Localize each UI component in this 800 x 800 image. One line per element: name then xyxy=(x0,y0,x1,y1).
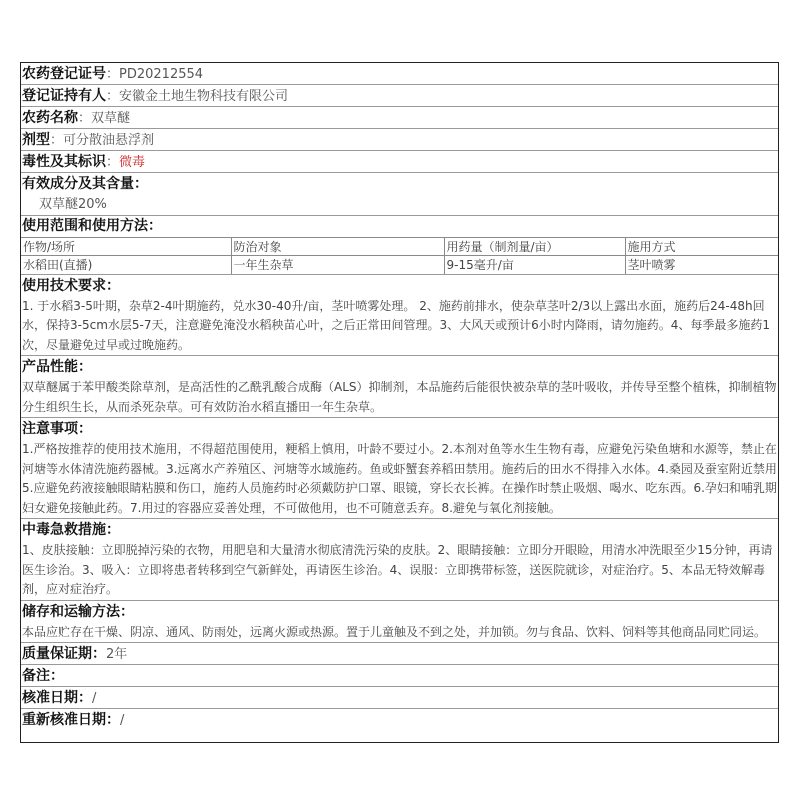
first-aid-section: 中毒急救措施： 1、皮肤接触：立即脱掉污染的衣物，用肥皂和大量清水彻底清洗污染的皮肤。2、眼睛接触：立即分开眼睑，用清水冲洗眼至少15分钟，再请医生诊治。3、吸入：立即将患者转移到空气新鲜处，再请医生诊治。4、误服：立即携带标签，送医院就诊，对症治疗。5、本品无特效解毒剂，应对症治疗。 xyxy=(21,519,778,601)
storage-label: 储存和运输方法 xyxy=(22,603,120,620)
formulation-row: 剂型：可分散油悬浮剂 xyxy=(21,129,778,151)
technical-section: 使用技术要求： 1. 于水稻3-5叶期，杂草2-4叶期施药，兑水30-40升/亩，茎叶喷雾处理。 2、施药前排水，使杂草茎叶2/3以上露出水面，施药后24-48h回水，保持3-5cm水层5-7天，注意避免淹没水稻秧苗心叶，之后正常田间管理。3、大风天或预计6小时内降雨，请勿施药。4、每季最多施药1次，尽量避免过早或过晚施药。 xyxy=(21,275,778,357)
holder-row: 登记证持有人：安徽金土地生物科技有限公司 xyxy=(21,85,778,107)
holder-value: 安徽金土地生物科技有限公司 xyxy=(119,89,289,104)
ingredient-value: 双草醚20% xyxy=(39,197,107,212)
approval-date-label: 核准日期 xyxy=(22,690,78,706)
toxicity-value: 微毒 xyxy=(119,155,146,170)
remarks-row: 备注： xyxy=(21,665,778,687)
storage-text: 本品应贮存在干燥、阴凉、通风、防雨处，远离火源或热源。置于儿童触及不到之处，并加锁。勿与食品、饮料、饲料等其他商品同贮同运。 xyxy=(22,624,767,639)
table-cell: 一年生杂草 xyxy=(231,256,444,274)
first-aid-label: 中毒急救措施 xyxy=(22,522,106,538)
pesticide-name-label: 农药名称 xyxy=(22,110,78,126)
formulation-value: 可分散油悬浮剂 xyxy=(63,133,155,148)
shelf-life-row: 质量保证期：2年 xyxy=(21,643,778,665)
table-cell: 9-15毫升/亩 xyxy=(444,256,625,274)
pesticide-name-row: 农药名称：双草醚 xyxy=(21,107,778,129)
precautions-text: 1.严格按推荐的使用技术施用，不得超范围使用，粳稻上慎用，叶龄不要过小。2.本剂对鱼等水生生物有毒，应避免污染鱼塘和水源等，禁止在河塘等水体清洗施药器械。3.远离水产养殖区、河塘等水域施药。鱼或虾蟹套养稻田禁用。施药后的田水不得排入水体。4.桑园及蚕室附近禁用5.应避免药液接触眼睛粘膜和伤口，施药人员施药时必须戴防护口罩、眼镜，穿长衣长裤。在操作时禁止吸烟、喝水、吃东西。6.孕妇和哺乳期妇女避免接触此药。7.用过的容器应妥善处理，不可做他用，也不可随意丢弃。8.避免与氧化剂接触。 xyxy=(22,442,777,515)
toxicity-label: 毒性及其标识 xyxy=(22,154,106,170)
table-header: 用药量（制剂量/亩） xyxy=(444,238,625,256)
reapproval-date-value: / xyxy=(120,713,125,728)
ingredient-label: 有效成分及其含量 xyxy=(22,176,134,192)
technical-label: 使用技术要求 xyxy=(22,277,106,294)
precautions-label: 注意事项 xyxy=(22,421,78,437)
registration-label: 农药登记证号 xyxy=(22,66,106,82)
reapproval-date-label: 重新核准日期 xyxy=(22,712,106,728)
table-cell: 水稻田(直播) xyxy=(21,256,231,274)
table-cell: 茎叶喷雾 xyxy=(625,256,778,274)
ingredient-row: 有效成分及其含量： 双草醚20% xyxy=(21,173,778,216)
shelf-life-label: 质量保证期 xyxy=(22,646,92,662)
shelf-life-value: 2年 xyxy=(106,647,128,662)
technical-text: 1. 于水稻3-5叶期，杂草2-4叶期施药，兑水30-40升/亩，茎叶喷雾处理。 2、施药前排水，使杂草茎叶2/3以上露出水面，施药后24-48h回水，保持3-5cm水层5-7天，注意避免淹没水稻秧苗心叶，之后正常田间管理。3、大风天或预计6小时内降雨，请勿施药。4、每季最多施药1次，尽量避免过早或过晚施药。 xyxy=(22,298,771,352)
usage-scope-table xyxy=(21,237,778,274)
storage-section: 储存和运输方法： 本品应贮存在干燥、阴凉、通风、防雨处，远离火源或热源。置于儿童触及不到之处，并加锁。勿与食品、饮料、饲料等其他商品同贮同运。 xyxy=(21,601,778,644)
performance-text: 双草醚属于苯甲酸类除草剂，是高活性的乙酰乳酸合成酶（ALS）抑制剂，本品施药后能很快被杂草的茎叶吸收，并传导至整个植株，抑制植物分生组织生长，从而杀死杂草。可有效防治水稻直播田一年生杂草。 xyxy=(22,380,777,414)
pesticide-label-document xyxy=(20,62,779,743)
remarks-label: 备注 xyxy=(22,668,50,684)
approval-date-value: / xyxy=(92,691,97,706)
table-row xyxy=(21,256,778,274)
pesticide-name-value: 双草醚 xyxy=(91,111,131,126)
usage-scope-section: 使用范围和使用方法： 作物/场所 防治对象 用药量（制剂量/亩） 施用方式 水稻田(直播) 一年生杂草 9-15毫升/亩 茎叶喷雾 xyxy=(21,216,778,275)
first-aid-text: 1、皮肤接触：立即脱掉污染的衣物，用肥皂和大量清水彻底清洗污染的皮肤。2、眼睛接触：立即分开眼睑，用清水冲洗眼至少15分钟，再请医生诊治。3、吸入：立即将患者转移到空气新鲜处，再请医生诊治。4、误服：立即携带标签，送医院就诊，对症治疗。5、本品无特效解毒剂，应对症治疗。 xyxy=(22,543,773,596)
registration-value: PD20212554 xyxy=(119,67,204,82)
toxicity-row: 毒性及其标识：微毒 xyxy=(21,151,778,173)
formulation-label: 剂型 xyxy=(22,132,50,148)
performance-label: 产品性能 xyxy=(22,359,78,375)
reapproval-date-row: 重新核准日期：/ xyxy=(22,712,125,728)
table-header: 施用方式 xyxy=(625,238,778,256)
usage-scope-header-row xyxy=(21,238,778,256)
usage-scope-label: 使用范围和使用方法 xyxy=(22,218,148,234)
table-header: 防治对象 xyxy=(231,238,444,256)
table-header: 作物/场所 xyxy=(21,238,231,256)
precautions-section: 注意事项： 1.严格按推荐的使用技术施用，不得超范围使用，粳稻上慎用，叶龄不要过小。2.本剂对鱼等水生生物有毒，应避免污染鱼塘和水源等，禁止在河塘等水体清洗施药器械。3.远离水产养殖区、河塘等水域施药。鱼或虾蟹套养稻田禁用。施药后的田水不得排入水体。4.桑园及蚕室附近禁用5.应避免药液接触眼睛粘膜和伤口，施药人员施药时必须戴防护口罩、眼镜，穿长衣长裤。在操作时禁止吸烟、喝水、吃东西。6.孕妇和哺乳期妇女避免接触此药。7.用过的容器应妥善处理，不可做他用，也不可随意丢弃。8.避免与氧化剂接触。 xyxy=(21,418,778,519)
approval-date-row: 核准日期：/ xyxy=(21,687,778,709)
registration-row: 农药登记证号：PD20212554 xyxy=(21,63,778,85)
performance-section: 产品性能： 双草醚属于苯甲酸类除草剂，是高活性的乙酰乳酸合成酶（ALS）抑制剂，本品施药后能很快被杂草的茎叶吸收，并传导至整个植株，抑制植物分生组织生长，从而杀死杂草。可有效防治水稻直播田一年生杂草。 xyxy=(21,356,778,418)
holder-label: 登记证持有人 xyxy=(22,88,106,104)
